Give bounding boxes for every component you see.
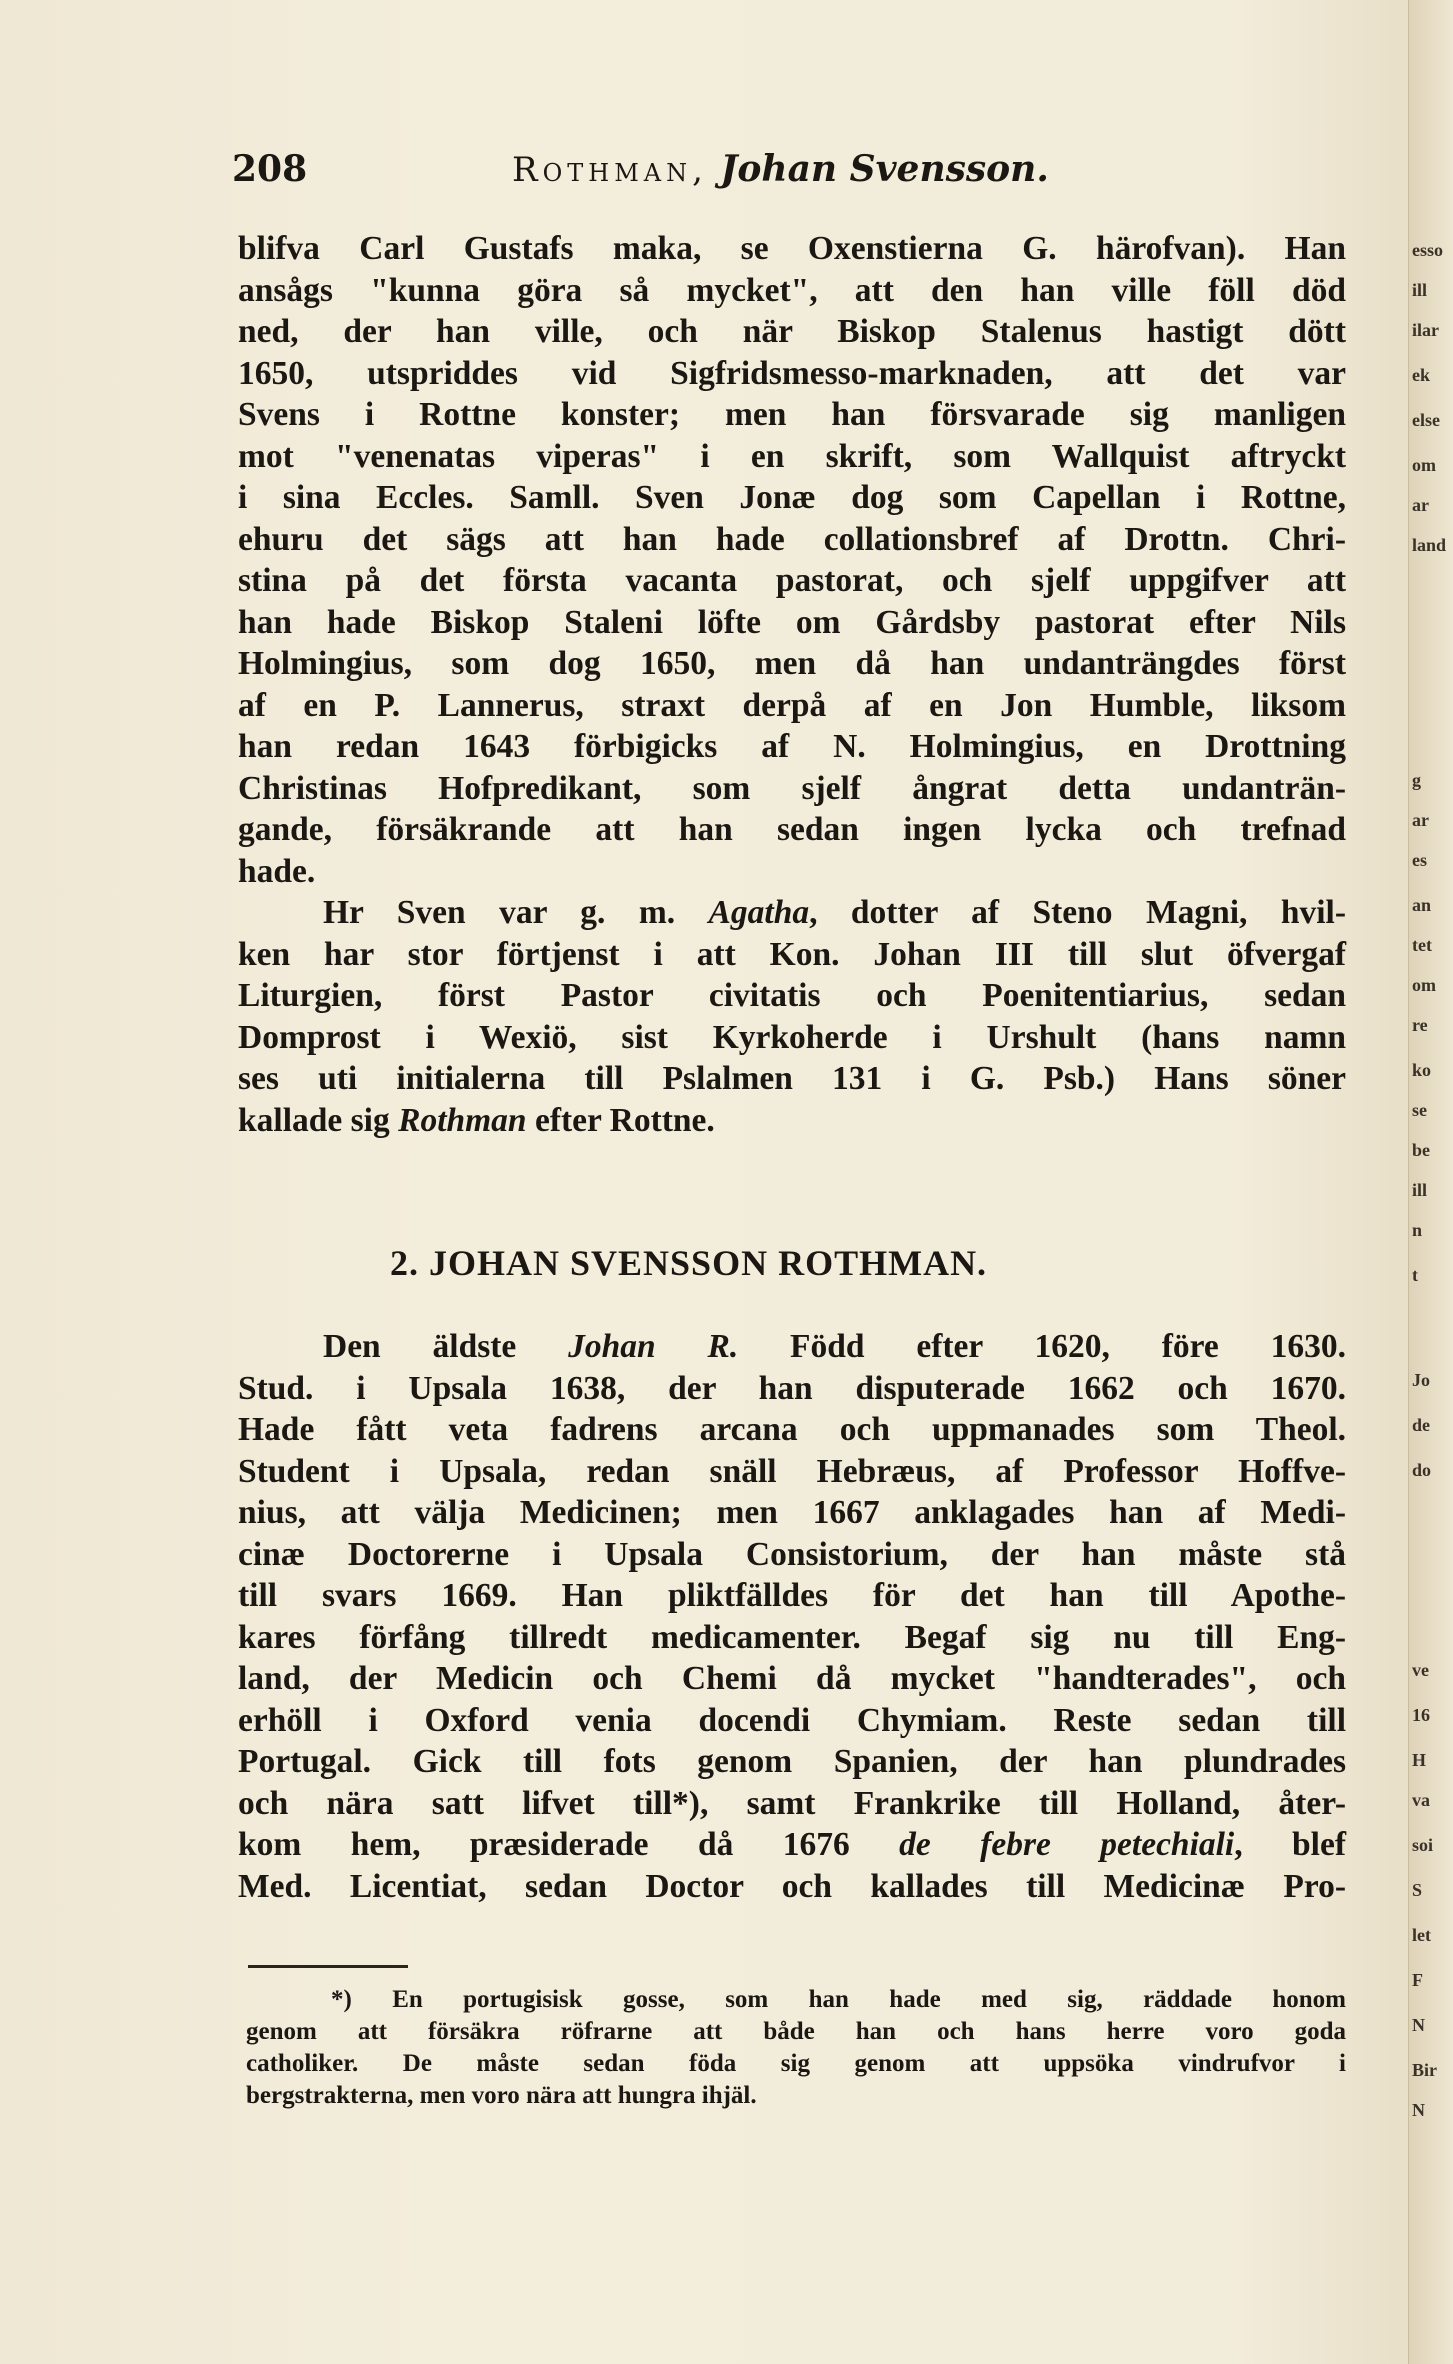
text-line: genom att försäkra röfrarne att både han och hans herre voro goda (246, 2018, 1346, 2045)
text-span: kallade sig (238, 1101, 399, 1139)
bleed-fragment: de (1412, 1415, 1430, 1435)
text-span: , blef (1234, 1826, 1346, 1863)
bleed-fragment: tet (1412, 935, 1432, 955)
text-line: gande, försäkrande att han sedan ingen lycka och trefnad (238, 811, 1346, 848)
bleed-fragment: Jo (1412, 1370, 1430, 1390)
bleed-fragment: ve (1412, 1660, 1429, 1680)
text-line: och nära satt lifvet till*), samt Frankrike till Holland, åter- (238, 1784, 1346, 1822)
text-span: kom hem, præsiderade då 1676 (238, 1826, 900, 1863)
text-line: Portugal. Gick till fots genom Spanien, der han plundrades (238, 1743, 1346, 1780)
text-line (238, 1824, 1346, 1866)
running-title-italic: Johan Svensson. (720, 148, 1049, 190)
text-line (238, 1326, 1346, 1368)
text-line: blifva Carl Gustafs maka, se Oxenstierna G. härofvan). Han (238, 230, 1346, 267)
running-header (232, 148, 1342, 208)
bleed-fragment: se (1412, 1100, 1427, 1120)
italic-name: Agatha (708, 894, 810, 931)
running-title-name: Rothman, (512, 150, 708, 190)
text-line: Student i Upsala, redan snäll Hebræus, af Professor Hoffve- (238, 1452, 1346, 1490)
footnote (246, 1984, 1346, 2112)
bleed-fragment: ilar (1412, 320, 1439, 340)
paragraph-1 (238, 228, 1346, 892)
bleed-fragment: let (1412, 1925, 1431, 1945)
text-line: hade. (238, 852, 316, 890)
text-line: Hade fått veta fadrens arcana och uppmanades som Theol. (238, 1411, 1346, 1448)
text-line: Med. Licentiat, sedan Doctor och kallades till Medicinæ Pro- (238, 1867, 1346, 1905)
bleed-fragment: ar (1412, 810, 1429, 830)
bleed-fragment: N (1412, 2015, 1425, 2035)
text-line: ehuru det sägs att han hade collationsbref af Drottn. Chri- (238, 520, 1346, 558)
bleed-fragment: n (1412, 1220, 1423, 1240)
bleed-fragment: ko (1412, 1060, 1432, 1080)
text-line: stina på det första vacanta pastorat, och sjelf uppgifver att (238, 562, 1346, 599)
bleed-fragment: ill (1412, 1180, 1428, 1200)
footnote-rule (248, 1965, 408, 1968)
bleed-fragment: do (1412, 1460, 1432, 1480)
bleed-fragment: es (1412, 850, 1427, 870)
text-line: erhöll i Oxford venia docendi Chymiam. Reste sedan till (238, 1701, 1346, 1739)
main-text (238, 228, 1346, 1141)
bleed-fragment: esso (1412, 240, 1443, 260)
text-line (238, 892, 1346, 934)
text-line: Holmingius, som dog 1650, men då han undanträngdes först (238, 645, 1346, 682)
bleed-fragment: be (1412, 1140, 1430, 1160)
text-line: ken har stor förtjenst i att Kon. Johan III till slut öfvergaf (238, 935, 1346, 973)
page-number: 208 (232, 148, 308, 190)
text-line: Christinas Hofpredikant, som sjelf ångrat detta undanträn- (238, 769, 1346, 807)
text-line: af en P. Lannerus, straxt derpå af en Jon Humble, liksom (238, 686, 1346, 724)
bleed-fragment: va (1412, 1790, 1430, 1810)
bleed-fragment: land (1412, 535, 1447, 555)
bleed-fragment: re (1412, 1015, 1428, 1035)
text-line: land, der Medicin och Chemi då mycket "handterades", och (238, 1660, 1346, 1697)
bleed-fragment: ek (1412, 365, 1430, 385)
text-span: efter Rottne. (526, 1101, 715, 1139)
text-line: Domprost i Wexiö, sist Kyrkoherde i Urshult (hans namn (238, 1018, 1346, 1056)
bleed-fragment: ill (1412, 280, 1428, 300)
bleed-fragment: ar (1412, 495, 1429, 515)
text-line: cinæ Doctorerne i Upsala Consistorium, der han måste stå (238, 1535, 1346, 1573)
text-line: nius, att välja Medicinen; men 1667 anklagades han af Medi- (238, 1494, 1346, 1531)
text-line: ses uti initialerna till Pslalmen 131 i G. Psb.) Hans söner (238, 1060, 1346, 1097)
italic-title: de febre petechiali (899, 1826, 1235, 1863)
text-line: Liturgien, först Pastor civitatis och Poenitentiarius, sedan (238, 977, 1346, 1014)
text-line: bergstrakterna, men voro nära att hungra ihjäl. (246, 2082, 757, 2109)
text-line: catholiker. De måste sedan föda sig genom att uppsöka vindrufvor i (246, 2050, 1346, 2077)
bleed-fragment: N (1412, 2100, 1425, 2120)
text-line: mot "venenatas viperas" i en skrift, som Wallquist aftryckt (238, 437, 1346, 475)
section-lines (238, 1368, 1346, 1825)
paragraph-2 (238, 892, 1346, 1141)
bleed-fragment: om (1412, 975, 1436, 995)
bleed-fragment: soi (1412, 1835, 1434, 1855)
bleed-fragment: om (1412, 455, 1436, 475)
text-span: Född efter 1620, före 1630. (738, 1328, 1347, 1365)
running-title (512, 148, 1049, 190)
text-span: Den äldste (323, 1328, 569, 1365)
text-line (238, 1100, 1346, 1142)
bleed-fragment: an (1412, 895, 1432, 915)
bleed-fragment: H (1412, 1750, 1427, 1770)
text-line: ansågs "kunna göra så mycket", att den han ville föll död (238, 271, 1346, 309)
section-text (238, 1326, 1346, 1907)
text-line: Stud. i Upsala 1638, der han disputerade 1662 och 1670. (238, 1369, 1346, 1407)
bleed-fragment: g (1412, 770, 1421, 790)
text-line: Svens i Rottne konster; men han försvarade sig manligen (238, 396, 1346, 433)
italic-name: Rothman (398, 1101, 527, 1139)
section-heading: 2. JOHAN SVENSSON ROTHMAN. (390, 1243, 988, 1283)
text-span: , dotter af Steno Magni, hvil- (809, 894, 1346, 931)
bleed-fragment: F (1412, 1970, 1423, 1990)
italic-name: Johan R. (568, 1328, 739, 1365)
bleed-fragment: t (1412, 1265, 1418, 1285)
text-line: 1650, utspriddes vid Sigfridsmesso-marknaden, att det var (238, 354, 1346, 392)
text-line: han redan 1643 förbigicks af N. Holmingius, en Drottning (238, 728, 1346, 765)
text-line: *) En portugisisk gosse, som han hade med sig, räddade honom (331, 1986, 1346, 2013)
bleed-fragment: Bir (1412, 2060, 1437, 2080)
bleed-fragment: S (1412, 1880, 1423, 1900)
text-line: han hade Biskop Staleni löfte om Gårdsby pastorat efter Nils (238, 603, 1346, 641)
text-line: ned, der han ville, och när Biskop Stalenus hastigt dött (238, 313, 1346, 350)
bleed-fragment: 16 (1412, 1705, 1430, 1725)
text-line: till svars 1669. Han pliktfälldes för det han till Apothe- (238, 1577, 1346, 1614)
text-line: kares förfång tillredt medicamenter. Begaf sig nu till Eng- (238, 1618, 1346, 1656)
text-line: i sina Eccles. Samll. Sven Jonæ dog som Capellan i Rottne, (238, 479, 1346, 516)
text-span: Hr Sven var g. m. (323, 894, 709, 931)
bleed-fragment: else (1412, 410, 1440, 430)
